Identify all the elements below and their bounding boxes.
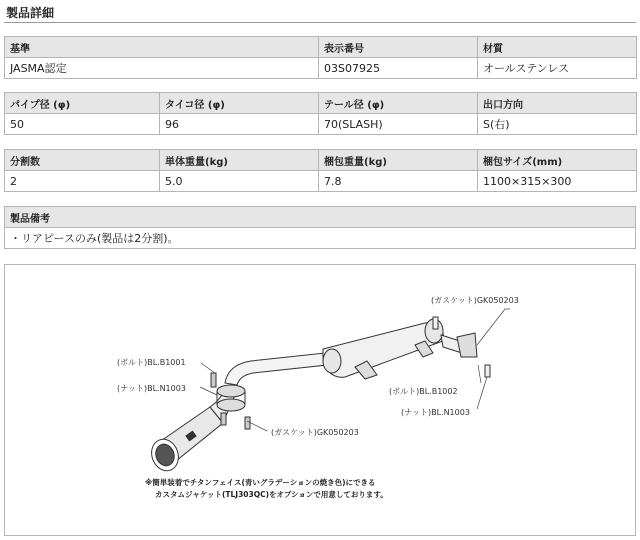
header-remarks: 製品備考 xyxy=(5,207,636,228)
note-line-1: ※簡単装着でチタンフェイス(青いグラデーションの焼き色)にできる xyxy=(145,478,376,487)
value-display-number: 03S07925 xyxy=(319,58,478,79)
value-tail-diameter: 70(SLASH) xyxy=(319,114,478,135)
spec-table-remarks xyxy=(4,206,636,249)
parts-diagram xyxy=(4,264,636,536)
header-split-count: 分割数 xyxy=(5,150,160,171)
callout-gasket-top: (ガスケット)GK050203 xyxy=(431,296,519,305)
header-package-weight: 梱包重量(kg) xyxy=(319,150,478,171)
header-tail-diameter: テール径 (φ) xyxy=(319,93,478,114)
header-display-number: 表示番号 xyxy=(319,37,478,58)
callout-bolt-right: (ボルト)BL.B1002 xyxy=(389,387,458,396)
page-title: 製品詳細 xyxy=(6,6,55,20)
header-muffler-diameter: タイコ径 (φ) xyxy=(160,93,319,114)
value-pipe-diameter: 50 xyxy=(5,114,160,135)
value-exit-direction: S(右) xyxy=(478,114,637,135)
value-unit-weight: 5.0 xyxy=(160,171,319,192)
header-pipe-diameter: パイプ径 (φ) xyxy=(5,93,160,114)
value-remarks: ・リアピースのみ(製品は2分割)。 xyxy=(5,228,636,249)
muffler xyxy=(323,319,443,379)
callout-nut-left: (ナット)BL.N1003 xyxy=(117,384,186,393)
main-pipe xyxy=(225,353,327,385)
callout-gasket-bottom: (ガスケット)GK050203 xyxy=(271,428,359,437)
value-package-weight: 7.8 xyxy=(319,171,478,192)
spec-table-weight xyxy=(4,149,637,192)
header-package-size: 梱包サイズ(mm) xyxy=(478,150,637,171)
title-divider xyxy=(4,22,636,23)
value-package-size: 1100×315×300 xyxy=(478,171,637,192)
header-standard: 基準 xyxy=(5,37,319,58)
value-standard: JASMA認定 xyxy=(5,58,319,79)
value-muffler-diameter: 96 xyxy=(160,114,319,135)
value-split-count: 2 xyxy=(5,171,160,192)
tail-tip xyxy=(147,407,223,474)
header-material: 材質 xyxy=(478,37,637,58)
header-exit-direction: 出口方向 xyxy=(478,93,637,114)
callout-nut-right: (ナット)BL.N1003 xyxy=(401,408,470,417)
value-material: オールステンレス xyxy=(478,58,637,79)
callout-bolt-left: (ボルト)BL.B1001 xyxy=(117,358,186,367)
header-unit-weight: 単体重量(kg) xyxy=(160,150,319,171)
spec-table-dimensions xyxy=(4,92,637,135)
note-line-2: カスタムジャケット(TLJ303QC)をオプションで用意しております。 xyxy=(155,490,388,499)
spec-table-standard xyxy=(4,36,637,79)
